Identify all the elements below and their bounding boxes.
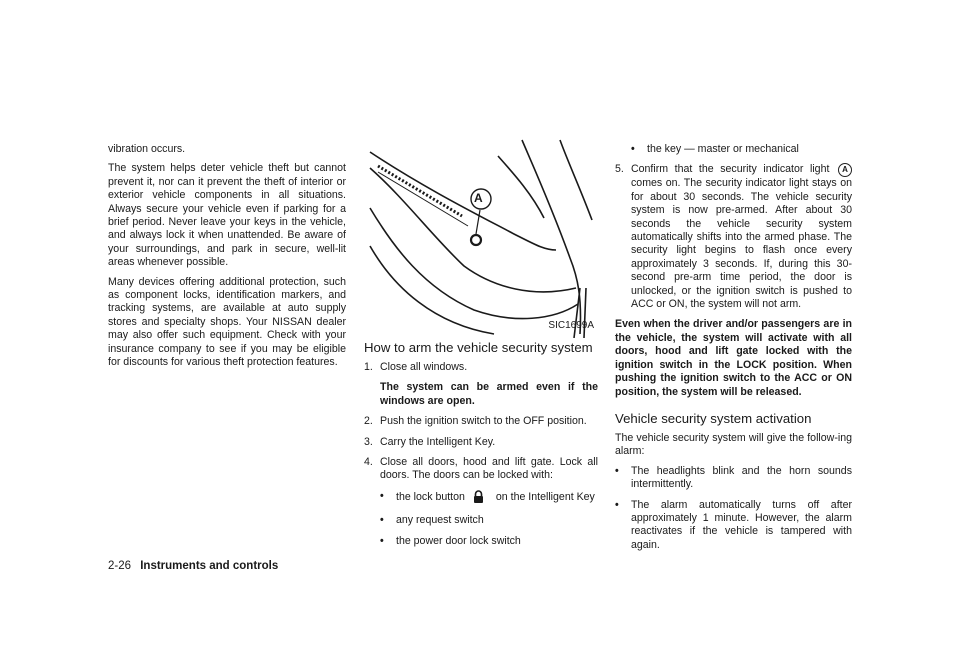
figure-code: SIC1699A: [548, 320, 594, 331]
activation-intro: The vehicle security system will give the follow-ing alarm:: [615, 431, 852, 458]
step-text: Close all doors, hood and lift gate. Lock all doors. The doors can be locked with:: [380, 456, 598, 482]
left-column: [108, 143, 346, 376]
step-3: [364, 436, 598, 449]
bullet-glyph: •: [380, 534, 384, 547]
security-indicator-figure: [364, 138, 598, 338]
list-item: [364, 490, 598, 507]
step-4: [364, 456, 598, 483]
step-number: 2.: [364, 415, 373, 428]
step-1: [364, 361, 598, 374]
bullet-text: The alarm automatically turns off after approximately 1 minute. However, the alarm reactivates if the vehicle is tampered with again.: [631, 498, 852, 551]
section-title: Instruments and controls: [140, 560, 279, 572]
bullet-glyph: •: [380, 489, 384, 502]
list-item: [615, 499, 852, 553]
bullet-glyph: •: [380, 514, 384, 527]
step-1-note: The system can be armed even if the windows are open.: [380, 381, 598, 407]
step-2: [364, 415, 598, 428]
bullet-text: on the Intelligent Key: [495, 490, 595, 503]
list-item: [615, 143, 852, 156]
step-text: Carry the Intelligent Key.: [380, 435, 496, 448]
bullet-glyph: •: [631, 143, 635, 155]
bullet-text: the key — master or mechanical: [647, 143, 799, 155]
callout-a-icon: A: [838, 163, 852, 177]
step-text: Close all windows.: [380, 361, 468, 373]
step-text: Confirm that the security indicator light: [631, 163, 830, 176]
step-number: 3.: [364, 435, 373, 448]
dashboard-illustration: [364, 138, 598, 338]
step-text: comes on. The security indicator light stays on for about 30 seconds. The vehicle security system is now pre-armed. After about 30 seconds the vehicle security system automatically shifts into the armed phase. The security light begins to flash once every approximately 3 seconds. If, during this 30-second pre-arm time period, the door is unlocked, or the ignition switch is pushed to ACC or ON, the system will not arm.: [631, 177, 852, 311]
step-number: 1.: [364, 361, 373, 373]
bullet-text: The headlights blink and the horn sounds intermittently.: [631, 464, 852, 491]
activation-note: Even when the driver and/or passengers are in the vehicle, the system will activate with all doors, hood and lift gate locked with the ignition switch in the LOCK position. When pushing the ignition switch to the ACC or ON position, the system will be released.: [615, 318, 852, 398]
page-number: 2-26: [108, 560, 132, 572]
step-number: 4.: [364, 456, 373, 469]
step-5: [615, 163, 852, 311]
bullet-text: the lock button: [396, 490, 465, 503]
paragraph-theft-deterrent: The system helps deter vehicle theft but cannot prevent it, nor can it prevent the theft of interior or exterior vehicle components in all situations. Always secure your vehicle even if parking for a brief period. Never leave your keys in the vehicle, and always lock it when unattended. Be aware of your surroundings, and park in secure, well-lit areas whenever possible.: [108, 162, 346, 269]
activation-heading: Vehicle security system activation: [615, 410, 812, 426]
list-item: [364, 535, 598, 548]
arm-section-heading: How to arm the vehicle security system: [364, 340, 593, 355]
bullet-text: the power door lock switch: [396, 534, 521, 547]
step-text: Push the ignition switch to the OFF position.: [380, 415, 587, 428]
lock-icon: [473, 490, 484, 507]
paragraph-additional-protection: Many devices offering additional protection, such as component locks, identification markers, and tracking systems, are available at auto supply stores and specialty shops. Your NISSAN dealer may also offer such equipment. Check with your insurance company to see if you may be eligible for discounts for various theft protection features.: [108, 275, 346, 369]
list-item: [615, 465, 852, 492]
paragraph-vibration: vibration occurs.: [108, 143, 186, 155]
bullet-glyph: •: [615, 498, 619, 511]
page-footer: [108, 560, 278, 572]
list-item: [364, 514, 598, 527]
right-column: [615, 143, 852, 559]
bullet-text: any request switch: [396, 514, 484, 527]
figure-callout-a: A: [474, 191, 483, 205]
step-number: 5.: [615, 163, 624, 176]
bullet-glyph: •: [615, 464, 619, 477]
middle-column: [364, 328, 598, 555]
